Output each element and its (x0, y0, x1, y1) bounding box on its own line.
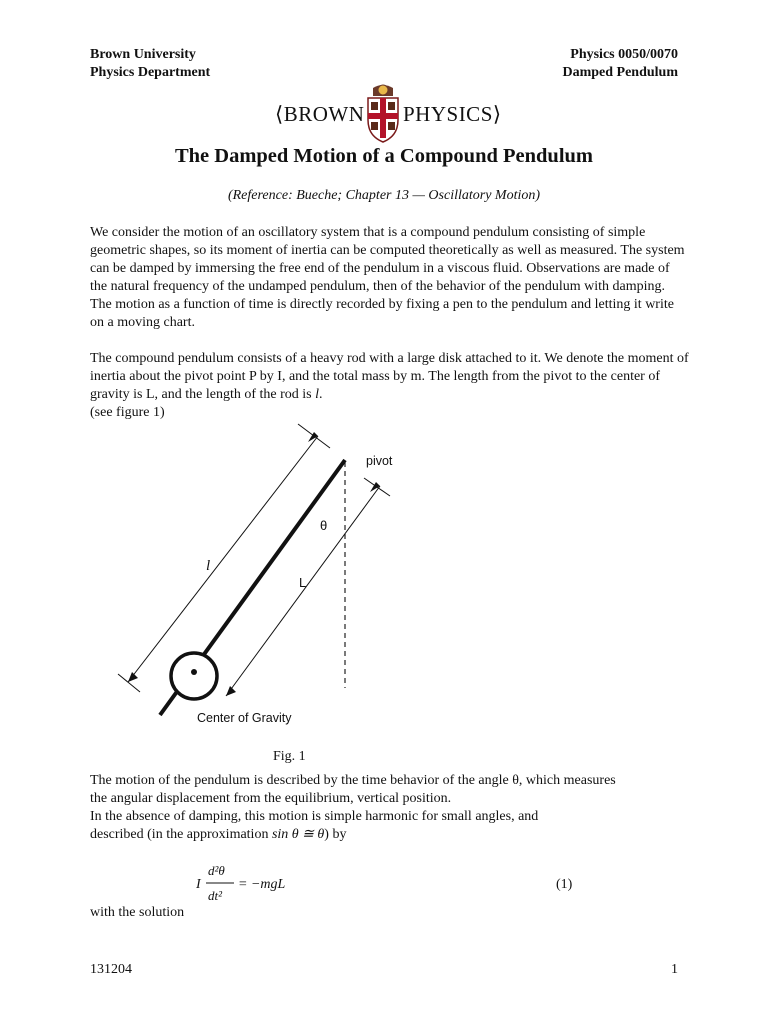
equation-numerator: d²θ (208, 863, 225, 878)
figure-caption: Fig. 1 (273, 749, 306, 764)
definition-period: . (319, 387, 323, 402)
logo-physics-text: PHYSICS⟩ (403, 102, 502, 126)
rod-length-arrow-bottom (128, 672, 138, 682)
rod-length-symbol: l (315, 387, 320, 402)
equation-1 (196, 860, 316, 908)
logo-brown-text: ⟨BROWN (275, 102, 365, 126)
brown-physics-logo (275, 84, 502, 146)
motion-line-1: The motion of the pendulum is described by the time behavior of the angle θ, which measures (90, 773, 616, 788)
page-number: 1 (671, 962, 678, 977)
header-right (562, 46, 678, 82)
document-title: The Damped Motion of a Compound Pendulum (174, 145, 594, 167)
motion-line-3: In the absence of damping, this motion is simple harmonic for small angles, and (90, 809, 539, 824)
university-name: Brown University (90, 47, 196, 62)
rod-length-dimension-line (128, 436, 318, 682)
definition-paragraph (90, 350, 690, 422)
pendulum-disk (171, 653, 217, 699)
cog-length-arrow-bottom (226, 686, 236, 696)
center-of-gravity-dot (191, 669, 197, 675)
motion-paragraph (90, 772, 690, 844)
reference-line: (Reference: Bueche; Chapter 13 — Oscillatory Motion) (227, 188, 541, 203)
pendulum-figure (90, 420, 410, 730)
footer-date-code: 131204 (90, 962, 132, 977)
equation-I: I (196, 877, 201, 892)
course-number: Physics 0050/0070 (570, 47, 678, 62)
equation-denominator: dt² (208, 888, 223, 903)
header-left (90, 46, 210, 82)
document-topic: Damped Pendulum (562, 65, 678, 80)
theta-label: θ (320, 518, 328, 533)
see-figure-text: (see figure 1) (90, 405, 165, 420)
rod-length-arrow-top (308, 432, 318, 442)
intro-paragraph: We consider the motion of an oscillatory system that is a compound pendulum consisting of simple geometric shapes, so its moment of inertia can be computed theoretically as well as measured. The system can be damped by immersing the free end of the pendulum in a viscous fluid. Observations are made of the natural frequency of the undamped pendulum, then of the behavior of the pendulum with damping. The motion as a function of time is directly recorded by fixing a pen to the pendulum and letting it write on a moving chart. (90, 225, 685, 330)
motion-line-4 (90, 826, 690, 844)
equation-rhs: = −mgL (238, 877, 286, 892)
small-angle-approximation: sin θ ≅ θ (271, 827, 325, 842)
L-label: L (299, 575, 307, 590)
l-label: l (206, 558, 211, 574)
approximation-end: ) by (324, 827, 347, 842)
center-of-gravity-label: Center of Gravity (197, 711, 292, 725)
motion-line-2: the angular displacement from the equilibrium, vertical position. (90, 791, 452, 806)
equation-number: (1) (556, 877, 573, 892)
pivot-label: pivot (366, 454, 393, 468)
department-name: Physics Department (90, 65, 211, 80)
approximation-text: described (in the approximation (90, 827, 269, 842)
brown-shield-icon (363, 84, 403, 144)
definition-text: The compound pendulum consists of a heavy rod with a large disk attached to it. We denote the moment of inertia about the pivot point P by I, and the total mass by m. The length from the pivot to the center of gravity is L, and the length of the rod is (90, 351, 689, 402)
with-solution-text: with the solution (90, 905, 185, 920)
